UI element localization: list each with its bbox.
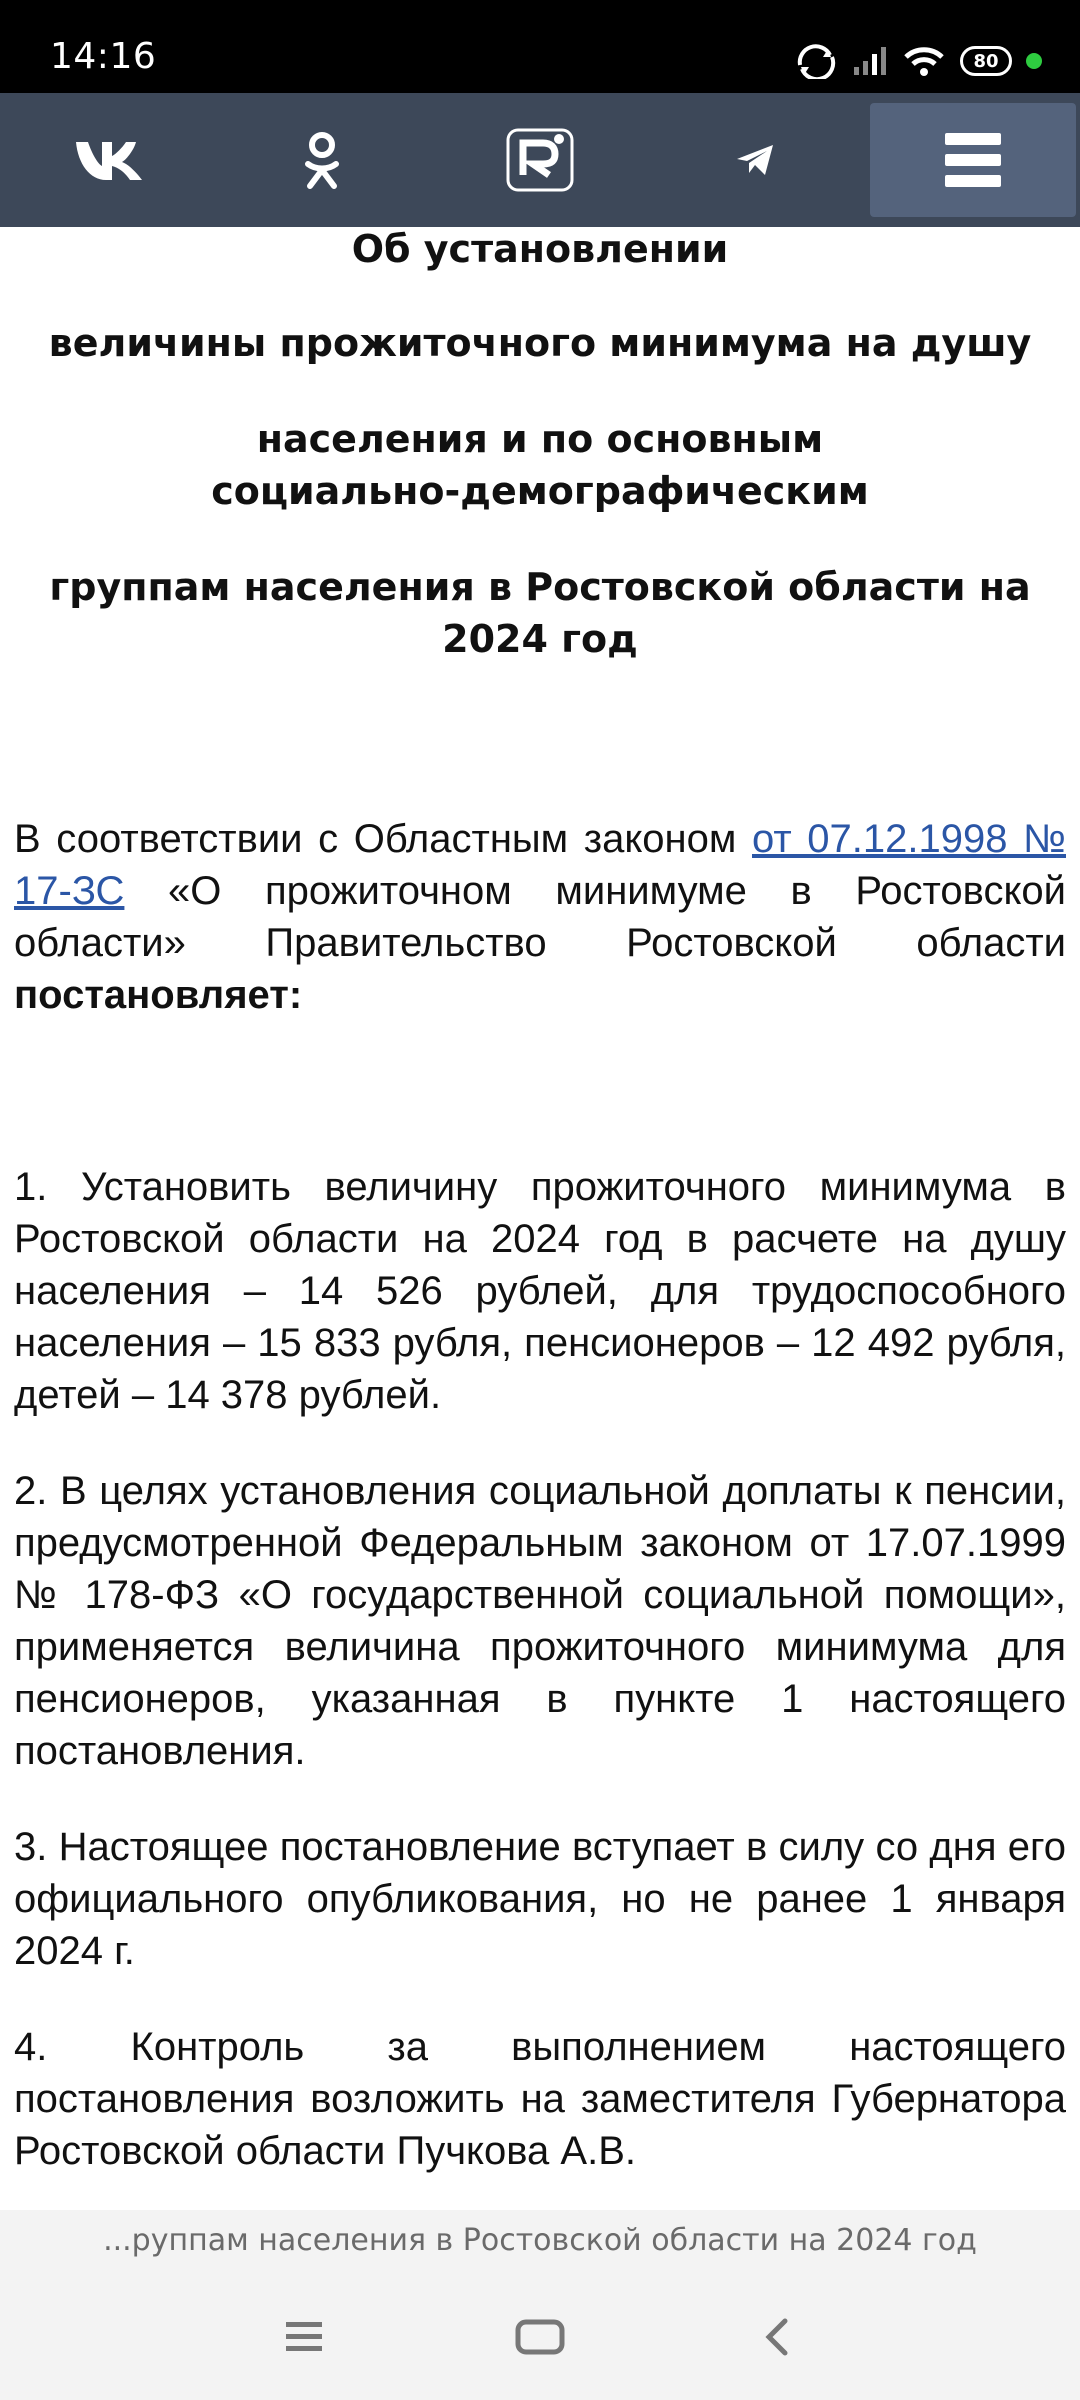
rutube-icon[interactable]	[490, 93, 590, 227]
android-nav-bar	[0, 2272, 1080, 2400]
sync-icon	[794, 43, 838, 79]
title-line-3: населения и по основным социально-демографическим	[211, 417, 869, 513]
status-time: 14:16	[50, 36, 157, 77]
top-nav	[0, 93, 1080, 227]
menu-icon[interactable]	[264, 2302, 344, 2372]
title-line-4: группам населения в Ростовской области на 2024 год	[49, 565, 1031, 661]
paragraph-3: 3. Настоящее постановление вступает в силу со дня его официального опубликования, но не ранее 1 января 2024 г.	[14, 1825, 1066, 1973]
odnoklassniki-icon[interactable]	[272, 93, 372, 227]
hamburger-menu-icon	[945, 124, 1001, 196]
page-title-preview: ...руппам населения в Ростовской области на 2024 год	[0, 2210, 1080, 2272]
status-icons	[794, 38, 1042, 84]
back-icon[interactable]	[736, 2302, 816, 2372]
vk-icon[interactable]	[60, 93, 160, 227]
law-link[interactable]: от 07.12.1998 № 17-ЗС	[14, 817, 1066, 913]
paragraph-4: 4. Контроль за выполнением настоящего постановления возложить на заместителя Губернатора Ростовской области Пучкова А.В.	[14, 2025, 1066, 2173]
hamburger-menu-button[interactable]	[870, 103, 1076, 217]
intro-paragraph	[14, 813, 1066, 1021]
document-title	[14, 227, 1066, 665]
intro-text-start: В соответствии с Областным законом	[14, 817, 752, 861]
signal-icon	[852, 45, 888, 77]
paragraph-2: 2. В целях установления социальной доплаты к пенсии, предусмотренной Федеральным законом от 17.07.1999 № 178-ФЗ «О государственной социальной помощи», применяется величина прожиточного минимума для пенсионеров, указанная в пункте 1 настоящего постановления.	[14, 1469, 1066, 1773]
home-icon[interactable]	[500, 2302, 580, 2372]
wifi-icon	[902, 43, 946, 79]
intro-text-bold: постановляет:	[14, 973, 303, 1017]
paragraph-1: 1. Установить величину прожиточного минимума в Ростовской области на 2024 год в расчете на душу населения – 14 526 рублей, для трудоспособного населения – 15 833 рубля, пенсионеров – 12 492 рубля, детей – 14 378 рублей.	[14, 1165, 1066, 1417]
intro-text-middle: «О прожиточном минимуме в Ростовской области» Правительство Ростовской области	[14, 869, 1066, 965]
title-line-1: Об установлении	[351, 227, 729, 271]
title-line-2: величины прожиточного минимума на душу	[48, 321, 1032, 365]
status-bar	[0, 0, 1080, 93]
document-content	[14, 227, 1066, 2210]
privacy-indicator-icon	[1026, 53, 1042, 69]
battery-icon: 80	[960, 46, 1012, 76]
telegram-icon[interactable]	[705, 93, 805, 227]
